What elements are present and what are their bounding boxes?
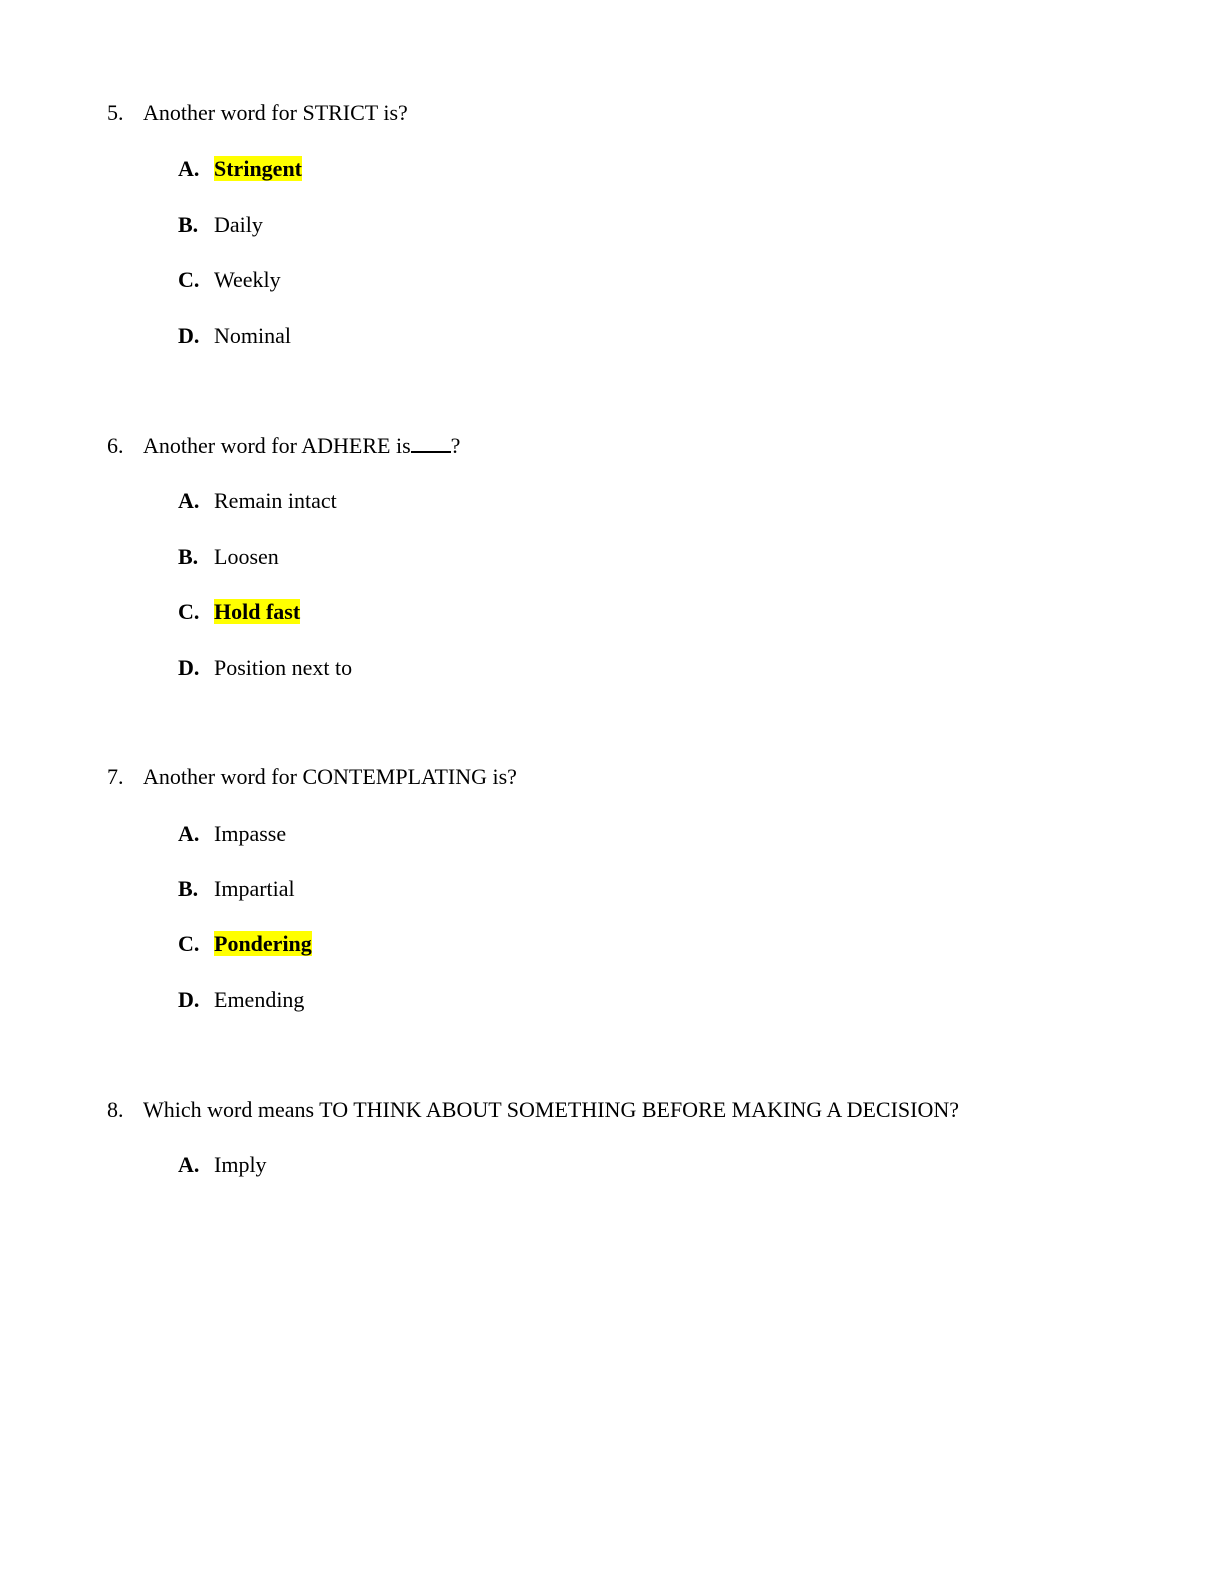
option-5c[interactable] [178,266,281,294]
question-number: 8. [107,1097,124,1122]
option-letter: D. [178,987,200,1012]
option-letter: A. [178,488,200,513]
option-7a[interactable] [178,820,286,848]
option-text-correct: Stringent [214,156,302,181]
option-text-correct: Hold fast [214,599,301,624]
option-7c[interactable] [178,930,312,958]
option-letter: C. [178,931,200,956]
option-5a[interactable] [178,155,302,183]
option-text-correct: Pondering [214,931,312,956]
option-text: Impasse [214,821,287,846]
question-prompt-end: ? [450,433,461,458]
question-number: 6. [107,433,124,458]
option-letter: D. [178,323,200,348]
question-prompt: Another word for STRICT is? [143,100,408,125]
option-text: Daily [214,212,263,237]
option-text: Loosen [214,544,279,569]
question-7 [107,763,517,791]
question-prompt: Another word for CONTEMPLATING is? [143,764,517,789]
option-letter: A. [178,1152,200,1177]
option-6d[interactable] [178,654,352,682]
question-8 [107,1096,959,1124]
question-number: 7. [107,764,124,789]
question-5 [107,99,408,127]
option-6b[interactable] [178,543,279,571]
option-letter: B. [178,212,199,237]
question-prompt: Another word for ADHERE is [143,433,411,458]
option-text: Weekly [214,267,281,292]
option-7d[interactable] [178,986,304,1014]
question-number: 5. [107,100,124,125]
option-text: Nominal [214,323,291,348]
option-5d[interactable] [178,322,291,350]
option-5b[interactable] [178,211,263,239]
option-letter: C. [178,267,200,292]
option-text: Imply [214,1152,267,1177]
option-letter: A. [178,821,200,846]
option-6c[interactable] [178,598,300,626]
option-letter: B. [178,544,199,569]
answer-blank [411,433,451,453]
option-letter: D. [178,655,200,680]
question-prompt: Which word means TO THINK ABOUT SOMETHING BEFORE MAKING A DECISION? [143,1097,960,1122]
option-7b[interactable] [178,875,295,903]
option-text: Position next to [214,655,353,680]
option-letter: B. [178,876,199,901]
question-6 [107,432,460,460]
option-8a[interactable] [178,1151,267,1179]
option-text: Impartial [214,876,295,901]
option-letter: C. [178,599,200,624]
option-6a[interactable] [178,487,337,515]
option-letter: A. [178,156,200,181]
option-text: Remain intact [214,488,337,513]
option-text: Emending [214,987,305,1012]
